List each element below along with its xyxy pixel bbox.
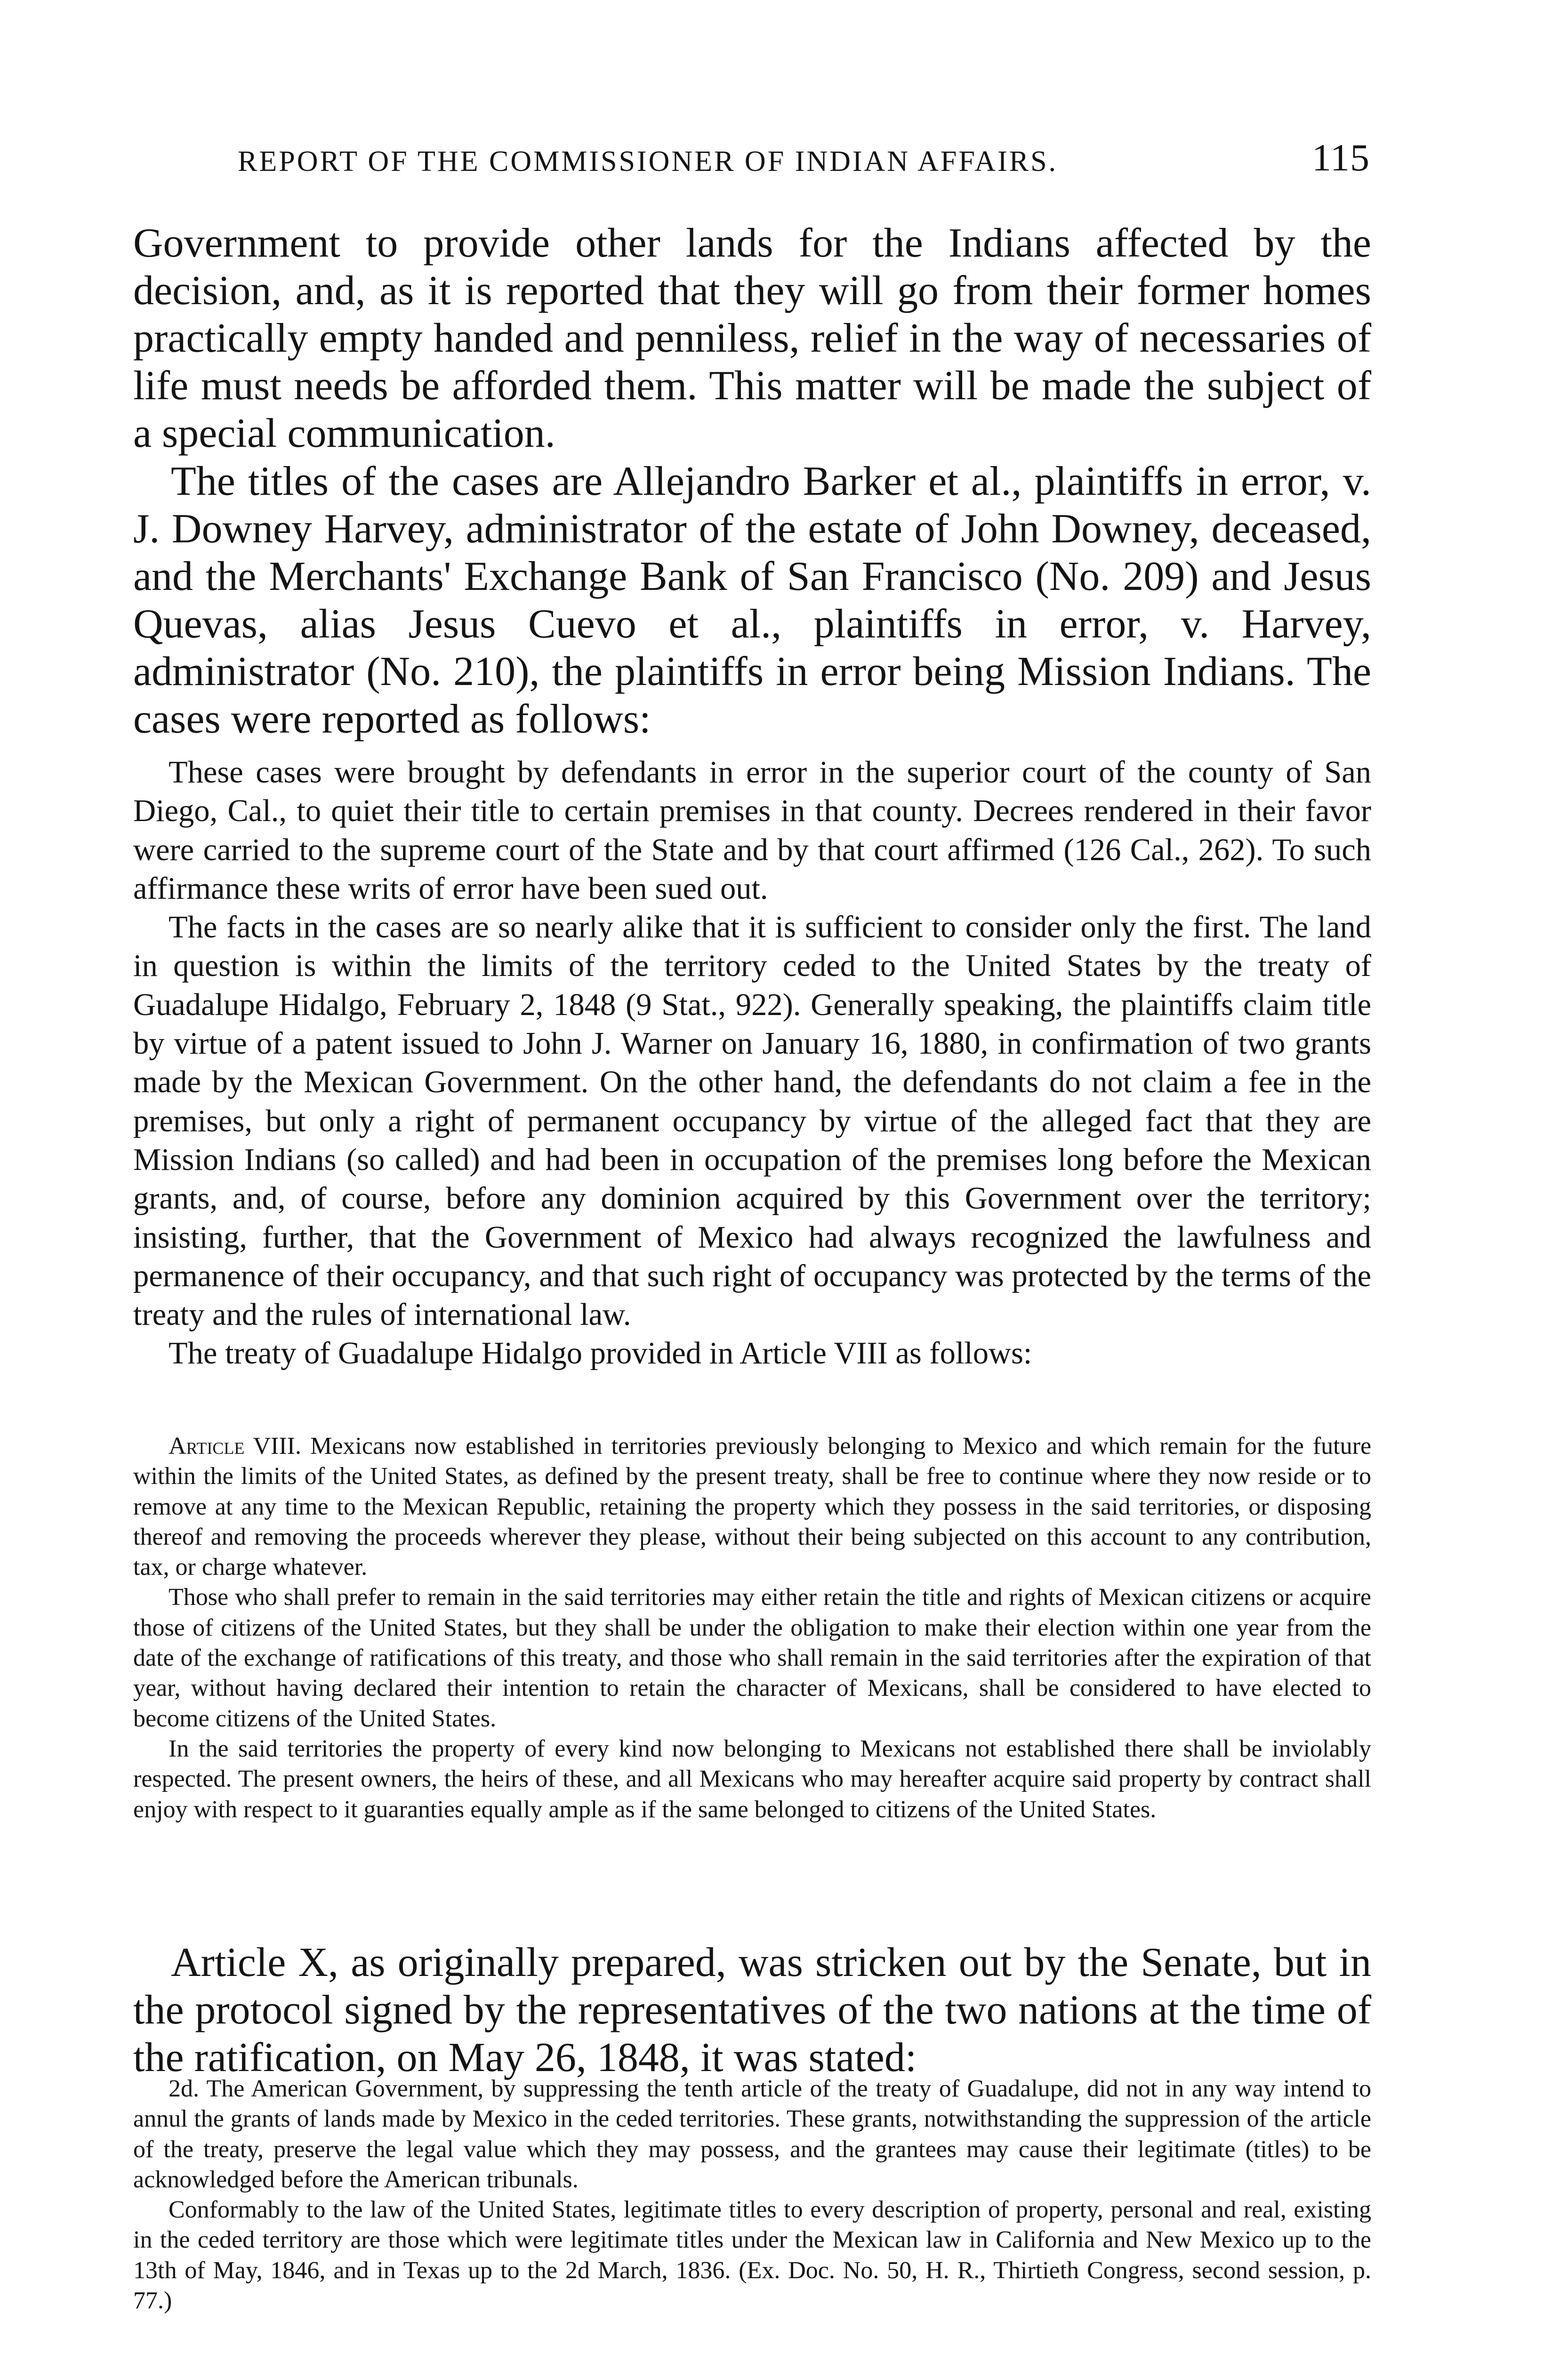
article-viii-paragraph-1 [133,1431,1371,1582]
protocol-paragraph-1: 2d. The American Government, by suppressing the tenth article of the treaty of Guadalupe, did not in any way intend to annul the grants of lands made by Mexico in the ceded territories. These grants, notwithstanding the suppression of the article of the treaty, preserve the legal value which they may possess, and the grantees may cause their legitimate (titles) to be acknowledged before the American tribunals. [133,2075,1371,2193]
quote-paragraph-3: The treaty of Guadalupe Hidalgo provided in Article VIII as follows: [169,1336,1032,1371]
header-title: REPORT OF THE COMMISSIONER OF INDIAN AFFAIRS. [238,145,1058,177]
article-viii-paragraph-2: Those who shall prefer to remain in the said territories may either retain the title and rights of Mexican citizens or acquire those of citizens of the United States, but they shall be under the obligation to make their election within one year from the date of the exchange of ratifications of this treaty, and those who shall remain in the said territories after the expiration of that year, without having declared their intention to retain the character of Mexicans, shall be considered to have elected to become citizens of the United States. [133,1584,1371,1732]
running-header [238,132,1377,184]
quote-paragraph-2: The facts in the cases are so nearly alike that it is sufficient to consider only the first. The land in question is within the limits of the territory ceded to the United States by the treaty of Guadalupe Hidalgo, February 2, 1848 (9 Stat., 922). Generally speaking, the plaintiffs claim title by virtue of a patent issued to John J. Warner on January 16, 1880, in confirmation of two grants made by the Mexican Government. On the other hand, the defendants do not claim a fee in the premises, but only a right of permanent occupancy by virtue of the alleged fact that they are Mission Indians (so called) and had been in occupation of the premises long before the Mexican grants, and, of course, before any dominion acquired by this Government over the territory; insisting, further, that the Government of Mexico had always recognized the lawfulness and permanence of their occupancy, and that such right of occupancy was protected by the terms of the treaty and the rules of international law. [133,910,1371,1332]
protocol-quote [133,2074,1371,2316]
article-viii-text: Mexicans now established in territories previously belonging to Mexico and which remain for the future within the limits of the United States, as defined by the present treaty, shall be free to continue where they now reside or to remove at any time to the Mexican Republic, retaining the property which they possess in the said territories, or disposing thereof and removing the proceeds wherever they please, without their being subjected on this account to any contribution, tax, or charge whatever. [133,1433,1372,1581]
paragraph-case-titles: The titles of the cases are Allejandro Barker et al., plaintiffs in error, v. J. Downey Harvey, administrator of the estate of John Downey, deceased, and the Merchants' Exchange Bank of San Francisco (No. 209) and Jesus Quevas, alias Jesus Cuevo et al., plaintiffs in error, v. Harvey, administrator (No. 210), the plaintiffs in error being Mission Indians. The cases were reported as follows: [133,459,1371,742]
article-viii-label: Article VIII. [169,1433,302,1459]
treaty-article-viii [133,1431,1371,1825]
case-report-quote [133,753,1371,1373]
paragraph-article-x: Article X, as originally prepared, was stricken out by the Senate, but in the protocol signed by the representatives of the two nations at the time of the ratification, on May 26, 1848, it was stated: [133,1940,1371,2080]
paragraph-continuation: Government to provide other lands for the Indians affected by the decision, and, as it is reported that they will go from their former homes practically empty handed and penniless, relief in the way of necessaries of life must needs be afforded them. This matter will be made the subject of a special communication. [133,220,1371,456]
page-number: 115 [1312,136,1370,179]
article-viii-paragraph-3: In the said territories the property of every kind now belonging to Mexicans not established there shall be inviolably respected. The present owners, the heirs of these, and all Mexicans who may hereafter acquire said property by contract shall enjoy with respect to it guaranties equally ample as if the same belonged to citizens of the United States. [133,1735,1371,1823]
quote-paragraph-1: These cases were brought by defendants in error in the superior court of the county of San Diego, Cal., to quiet their title to certain premises in that county. Decrees rendered in their favor were carried to the supreme court of the State and by that court affirmed (126 Cal., 262). To such affirmance these writs of error have been sued out. [133,755,1371,906]
protocol-paragraph-2: Conformably to the law of the United States, legitimate titles to every description of property, personal and real, existing in the ceded territory are those which were legitimate titles under the Mexican law in California and New Mexico up to the 13th of May, 1846, and in Texas up to the 2d March, 1836. (Ex. Doc. No. 50, H. R., Thirtieth Congress, second session, p. 77.) [133,2196,1371,2314]
